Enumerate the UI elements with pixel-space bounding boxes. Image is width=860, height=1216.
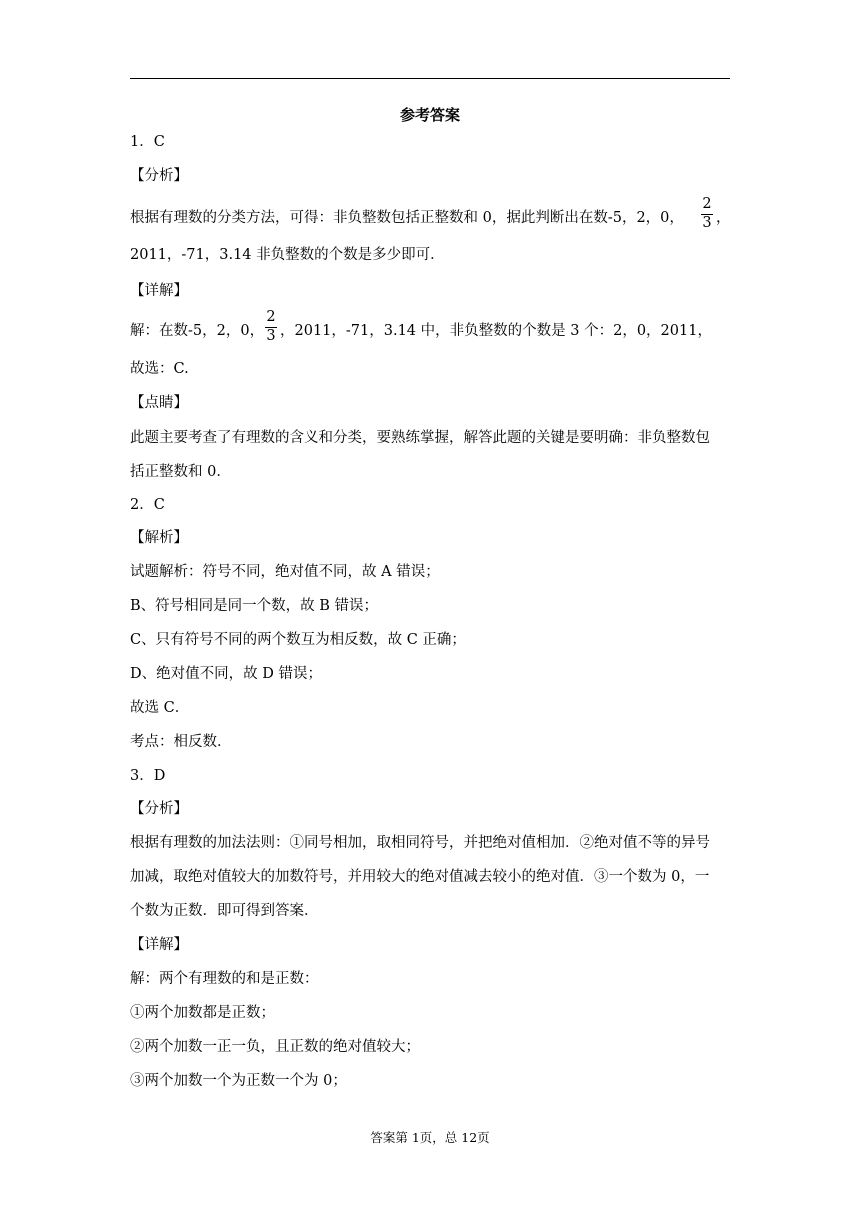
analysis-text-line-2: 2011，-71，3.14 非负整数的个数是多少即可．	[130, 247, 445, 263]
explanation-line-c: C、只有符号不同的两个数互为相反数，故 C 正确；	[130, 632, 466, 648]
detail-case-2: ②两个加数一正一负，且正数的绝对值较大；	[130, 1039, 420, 1055]
section-heading-explanation: 【解析】	[130, 530, 188, 546]
fraction-numerator: 2	[702, 196, 712, 212]
explanation-line-a: 试题解析：符号不同，绝对值不同，故 A 错误；	[130, 564, 440, 580]
analysis-text-line-3: 个数为正数．即可得到答案．	[130, 903, 319, 919]
comment-text-line-1: 此题主要考查了有理数的含义和分类，要熟练掌握，解答此题的关键是要明确：非负整数包	[130, 430, 710, 446]
detail-text-start: 解：在数-5，2，0，	[130, 323, 265, 339]
header-rule	[130, 78, 730, 79]
section-heading-detail: 【详解】	[130, 937, 188, 953]
section-heading-detail: 【详解】	[130, 283, 188, 299]
answer-1: 1．C	[130, 134, 165, 150]
answer-3: 3．D	[130, 768, 166, 784]
fraction-two-thirds	[700, 196, 714, 233]
section-heading-analysis: 【分析】	[130, 801, 188, 817]
explanation-line-b: B、符号相同是同一个数，故 B 错误；	[130, 598, 379, 614]
test-point: 考点：相反数．	[130, 734, 232, 750]
fraction-denominator: 3	[266, 328, 276, 344]
choice-statement: 故选：C.	[130, 361, 189, 377]
answer-2: 2．C	[130, 497, 165, 513]
detail-text-line-1: 解：两个有理数的和是正数：	[130, 971, 319, 987]
page-footer: 答案第 1页，总 12页	[370, 1130, 490, 1145]
analysis-text-line-1: 根据有理数的加法法则：①同号相加，取相同符号，并把绝对值相加．②绝对值不等的异号	[130, 835, 710, 851]
detail-case-1: ①两个加数都是正数；	[130, 1005, 275, 1021]
detail-case-3: ③两个加数一个为正数一个为 0；	[130, 1073, 347, 1089]
choice-statement: 故选 C．	[130, 700, 190, 716]
detail-text-end: ，2011，-71，3.14 中，非负整数的个数是 3 个：2，0，2011，	[280, 323, 712, 339]
analysis-text-line-1: 根据有理数的分类方法，可得：非负整数包括正整数和 0，据此判断出在数-5，2，0，	[130, 210, 684, 226]
analysis-text-line-2: 加减，取绝对值较大的加数符号，并用较大的绝对值减去较小的绝对值．③一个数为 0，一	[130, 869, 710, 885]
comment-text-line-2: 括正整数和 0．	[130, 464, 231, 480]
fraction-two-thirds	[264, 309, 278, 346]
explanation-line-d: D、绝对值不同，故 D 错误；	[130, 666, 322, 682]
section-heading-analysis: 【分析】	[130, 168, 188, 184]
section-heading-comment: 【点睛】	[130, 395, 188, 411]
fraction-trailing-comma: ，	[716, 210, 731, 226]
fraction-numerator: 2	[266, 309, 276, 325]
page-title: 参考答案	[399, 106, 460, 124]
fraction-denominator: 3	[702, 215, 712, 231]
